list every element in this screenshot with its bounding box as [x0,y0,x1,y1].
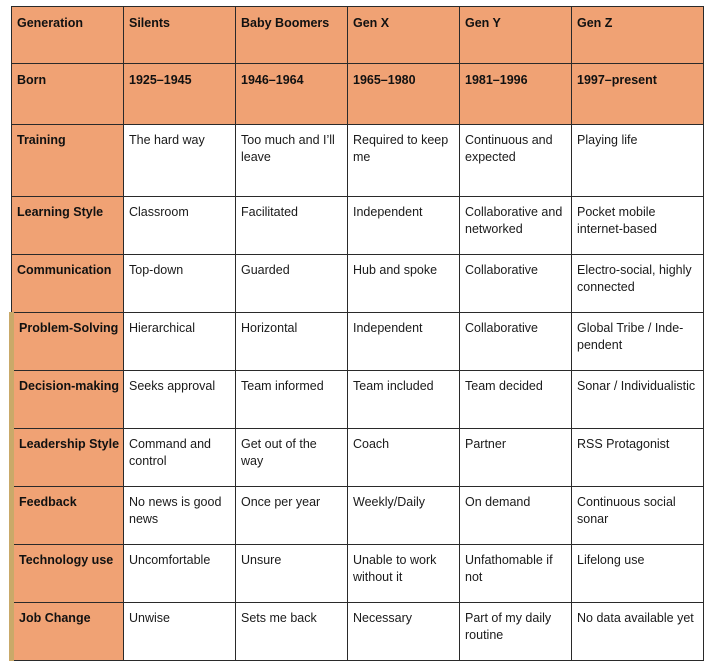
born-row [12,64,704,125]
table-cell: Team included [348,371,460,429]
table-row [12,429,704,487]
row-label-communication: Communication [12,255,124,313]
column-header-silents: Silents [124,7,236,64]
table-cell: Necessary [348,603,460,661]
column-header-gen-z: Gen Z [572,7,704,64]
row-label-born: Born [12,64,124,125]
table-row [12,313,704,371]
table-cell: RSS Protagonist [572,429,704,487]
table-row [12,371,704,429]
table-cell: Playing life [572,125,704,197]
table-cell: Facilitated [236,197,348,255]
table-cell: Horizontal [236,313,348,371]
column-header-gen-y: Gen Y [460,7,572,64]
generations-table [9,6,704,661]
table-cell: Unsure [236,545,348,603]
table-cell: Independent [348,313,460,371]
table-cell: Pocket mobile internet-based [572,197,704,255]
table-cell: Electro-social, highly connected [572,255,704,313]
table-cell: Hub and spoke [348,255,460,313]
table-cell: Seeks approval [124,371,236,429]
row-label-technology-use: Technology use [12,545,124,603]
table-cell: Get out of the way [236,429,348,487]
table-row [12,125,704,197]
table-row [12,603,704,661]
row-label-problem-solving: Problem-Solving [12,313,124,371]
column-header-gen-x: Gen X [348,7,460,64]
table-cell: Collaborative [460,313,572,371]
table-cell: Partner [460,429,572,487]
table-cell: Team decided [460,371,572,429]
born-gen-z: 1997–present [572,64,704,125]
table-cell: Command and control [124,429,236,487]
table-cell: Collaborative [460,255,572,313]
table-cell: Unable to work without it [348,545,460,603]
born-silents: 1925–1945 [124,64,236,125]
row-label-leadership-style: Leadership Style [12,429,124,487]
table-cell: Classroom [124,197,236,255]
table-cell: Uncomfortable [124,545,236,603]
table-cell: Team informed [236,371,348,429]
table-cell: Continuous and expected [460,125,572,197]
table-cell: Hierarchical [124,313,236,371]
row-label-feedback: Feedback [12,487,124,545]
column-header-baby-boomers: Baby Boomers [236,7,348,64]
header-row [12,7,704,64]
table-cell: No data available yet [572,603,704,661]
table-cell: Coach [348,429,460,487]
table-row [12,255,704,313]
row-label-learning-style: Learning Style [12,197,124,255]
table-row [12,197,704,255]
table-cell: Too much and I’ll leave [236,125,348,197]
table-row [12,487,704,545]
table-cell: Part of my daily routine [460,603,572,661]
table-cell: Sets me back [236,603,348,661]
born-gen-y: 1981–1996 [460,64,572,125]
table-cell: The hard way [124,125,236,197]
born-baby-boomers: 1946–1964 [236,64,348,125]
table-row [12,545,704,603]
table-cell: Required to keep me [348,125,460,197]
table-cell: Weekly/Daily [348,487,460,545]
row-label-decision-making: Decision-making [12,371,124,429]
row-label-training: Training [12,125,124,197]
table-cell: Guarded [236,255,348,313]
table-cell: Unfathomable if not [460,545,572,603]
table-cell: Global Tribe / Inde-pendent [572,313,704,371]
table-cell: Top-down [124,255,236,313]
table-cell: Once per year [236,487,348,545]
table-cell: Independent [348,197,460,255]
table-cell: Sonar / Individualistic [572,371,704,429]
table-cell: Lifelong use [572,545,704,603]
table-cell: Unwise [124,603,236,661]
table-cell: No news is good news [124,487,236,545]
table-cell: On demand [460,487,572,545]
table-cell: Continuous social sonar [572,487,704,545]
row-label-job-change: Job Change [12,603,124,661]
column-header-generation: Generation [12,7,124,64]
born-gen-x: 1965–1980 [348,64,460,125]
table-cell: Collaborative and networked [460,197,572,255]
